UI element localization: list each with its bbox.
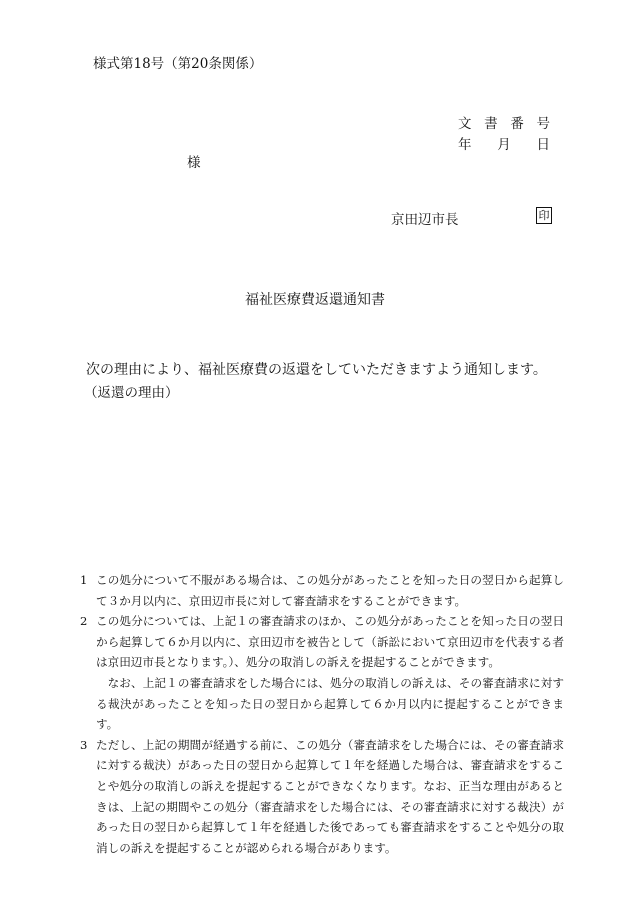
- note-number: 3: [80, 737, 88, 752]
- seal-stamp: 印: [536, 207, 552, 224]
- note-item: [80, 570, 564, 611]
- document-info: [458, 114, 550, 156]
- note-text: この処分については、上記１の審査請求のほか、この処分があったことを知った日の翌日から起算して６か月以内に、京田辺市を被告として（訴訟において京田辺市を代表する者は京田辺市長となります。）、処分の取消しの訴えを提起することができます。: [96, 614, 564, 670]
- note-text: ただし、上記の期間が経過する前に、この処分（審査請求をした場合には、その審査請求に対する裁決）があった日の翌日から起算して１年を経過した場合は、審査請求をすることや処分の取消しの訴えを提起することができなくなります。なお、正当な理由があるときは、上記の期間やこの処分（審査請求をした場合には、その審査請求に対する裁決）があった日の翌日から起算して１年を経過した後であっても審査請求をすることや処分の取消しの訴えを提起することが認められる場合があります。: [96, 737, 564, 855]
- note-text: この処分について不服がある場合は、この処分があったことを知った日の翌日から起算して３か月以内に、京田辺市長に対して審査請求をすることができます。: [96, 573, 564, 608]
- form-number: 様式第18号（第20条関係）: [93, 56, 263, 72]
- date-label: 年 月 日: [458, 137, 550, 153]
- notice-body-text: 次の理由により、福祉医療費の返還をしていただきますよう通知します。: [86, 362, 547, 378]
- note-number: 1: [80, 573, 88, 587]
- notes-section: [80, 570, 564, 858]
- sender-name: 京田辺市長: [391, 212, 459, 228]
- page-title: 福祉医療費返還通知書: [245, 292, 385, 308]
- note-sub-text: なお、上記１の審査請求をした場合には、処分の取消しの訴えは、その審査請求に対する裁決があったことを知った日の翌日から起算して６か月以内に提起することができます。: [96, 675, 564, 732]
- document-number-label: 文 書 番 号: [458, 116, 550, 132]
- note-number: 2: [80, 614, 88, 629]
- addressee-suffix: 様: [187, 155, 201, 171]
- note-item: [80, 611, 564, 735]
- reason-label: （返還の理由）: [84, 385, 179, 401]
- note-item: [80, 735, 564, 859]
